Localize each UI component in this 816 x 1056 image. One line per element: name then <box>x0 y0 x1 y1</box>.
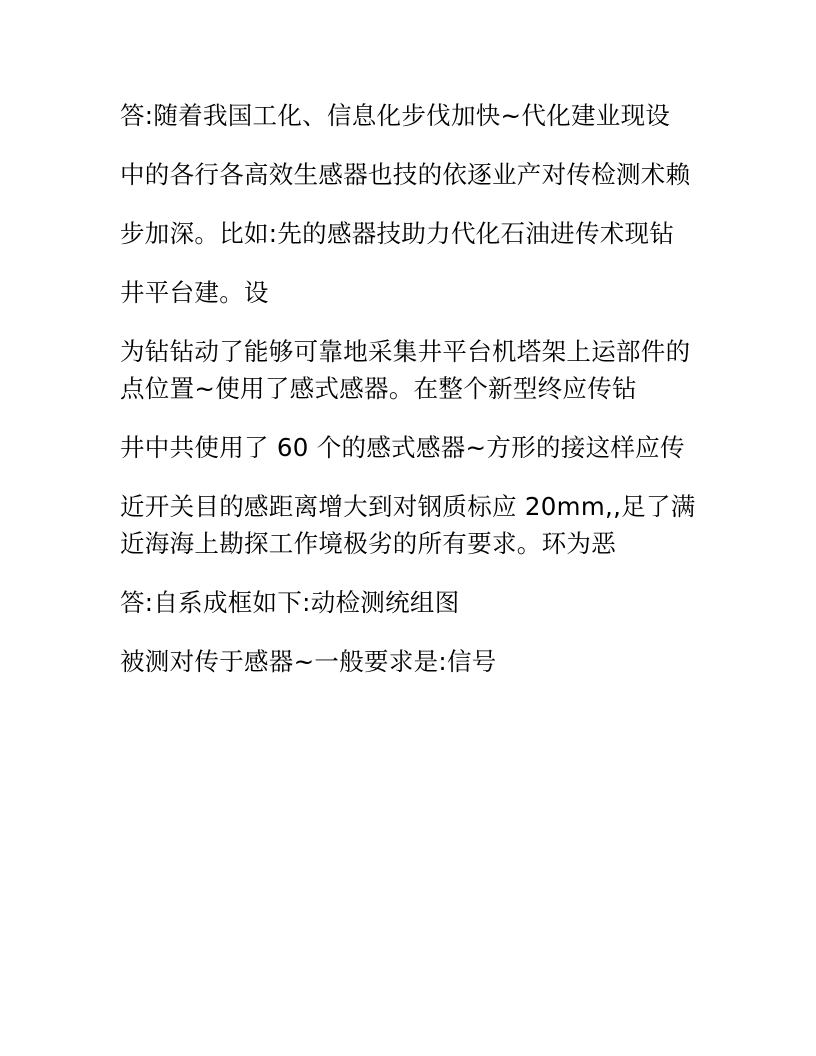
paragraph-4: 井平台建。设 <box>120 278 269 307</box>
paragraph-9: 被测对传于感器~一般要求是:信号 <box>120 647 497 676</box>
paragraph-1: 答:随着我国工化、信息化步伐加快~代化建业现设 <box>120 101 671 130</box>
paragraph-2: 中的各行各高效生感器也技的依逐业产对传检测术赖 <box>120 160 691 189</box>
paragraph-5: 为钻钻动了能够可靠地采集井平台机塔架上运部件的点位置~使用了感式感器。在整个新型终应传钻 <box>120 337 691 403</box>
paragraph-7: 近开关目的感距离增大到对钢质标应 20mm,,足了满近海海上勘探工作境极劣的所有要求。环为恶 <box>120 492 696 558</box>
document-body <box>120 97 700 702</box>
paragraph-6: 井中共使用了 60 个的感式感器~方形的接这样应传 <box>120 433 685 462</box>
paragraph-3: 步加深。比如:先的感器技助力代化石油进传术现钻 <box>120 219 675 248</box>
paragraph-8: 答:自系成框如下:动检测统组图 <box>120 588 460 617</box>
